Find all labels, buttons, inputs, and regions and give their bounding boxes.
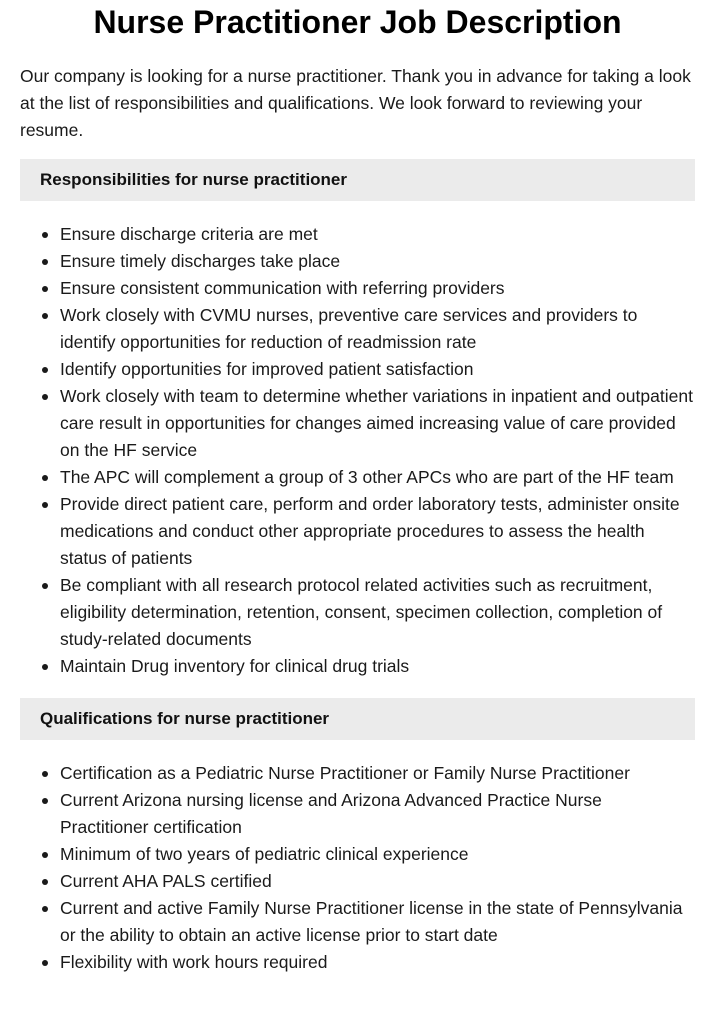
responsibility-item: Ensure consistent communication with referring providers — [60, 275, 695, 302]
responsibility-item: The APC will complement a group of 3 other APCs who are part of the HF team — [60, 464, 695, 491]
responsibility-item: Provide direct patient care, perform and order laboratory tests, administer onsite medications and conduct other appropriate procedures to assess the health status of patients — [60, 491, 695, 572]
qualification-item: Current Arizona nursing license and Arizona Advanced Practice Nurse Practitioner certification — [60, 787, 695, 841]
qualification-item: Minimum of two years of pediatric clinical experience — [60, 841, 695, 868]
responsibility-item: Be compliant with all research protocol related activities such as recruitment, eligibility determination, retention, consent, specimen collection, completion of study-related documents — [60, 572, 695, 653]
qualification-item: Current and active Family Nurse Practitioner license in the state of Pennsylvania or the ability to obtain an active license prior to start date — [60, 895, 695, 949]
responsibility-item: Identify opportunities for improved patient satisfaction — [60, 356, 695, 383]
page-title: Nurse Practitioner Job Description — [93, 4, 622, 40]
qualification-item: Current AHA PALS certified — [60, 868, 695, 895]
responsibilities-list — [20, 221, 695, 680]
responsibility-item: Work closely with CVMU nurses, preventive care services and providers to identify opportunities for reduction of readmission rate — [60, 302, 695, 356]
responsibility-item: Work closely with team to determine whether variations in inpatient and outpatient care result in opportunities for changes aimed increasing value of care provided on the HF service — [60, 383, 695, 464]
responsibility-item: Ensure timely discharges take place — [60, 248, 695, 275]
qualification-item: Certification as a Pediatric Nurse Practitioner or Family Nurse Practitioner — [60, 760, 695, 787]
qualification-item: Flexibility with work hours required — [60, 949, 695, 976]
qualifications-list — [20, 760, 695, 976]
intro-paragraph: Our company is looking for a nurse practitioner. Thank you in advance for taking a look at the list of responsibilities and qualifications. We look forward to reviewing your resume. — [20, 66, 691, 140]
responsibilities-heading: Responsibilities for nurse practitioner — [20, 159, 695, 201]
qualifications-heading: Qualifications for nurse practitioner — [20, 698, 695, 740]
responsibility-item: Ensure discharge criteria are met — [60, 221, 695, 248]
responsibility-item: Maintain Drug inventory for clinical drug trials — [60, 653, 695, 680]
